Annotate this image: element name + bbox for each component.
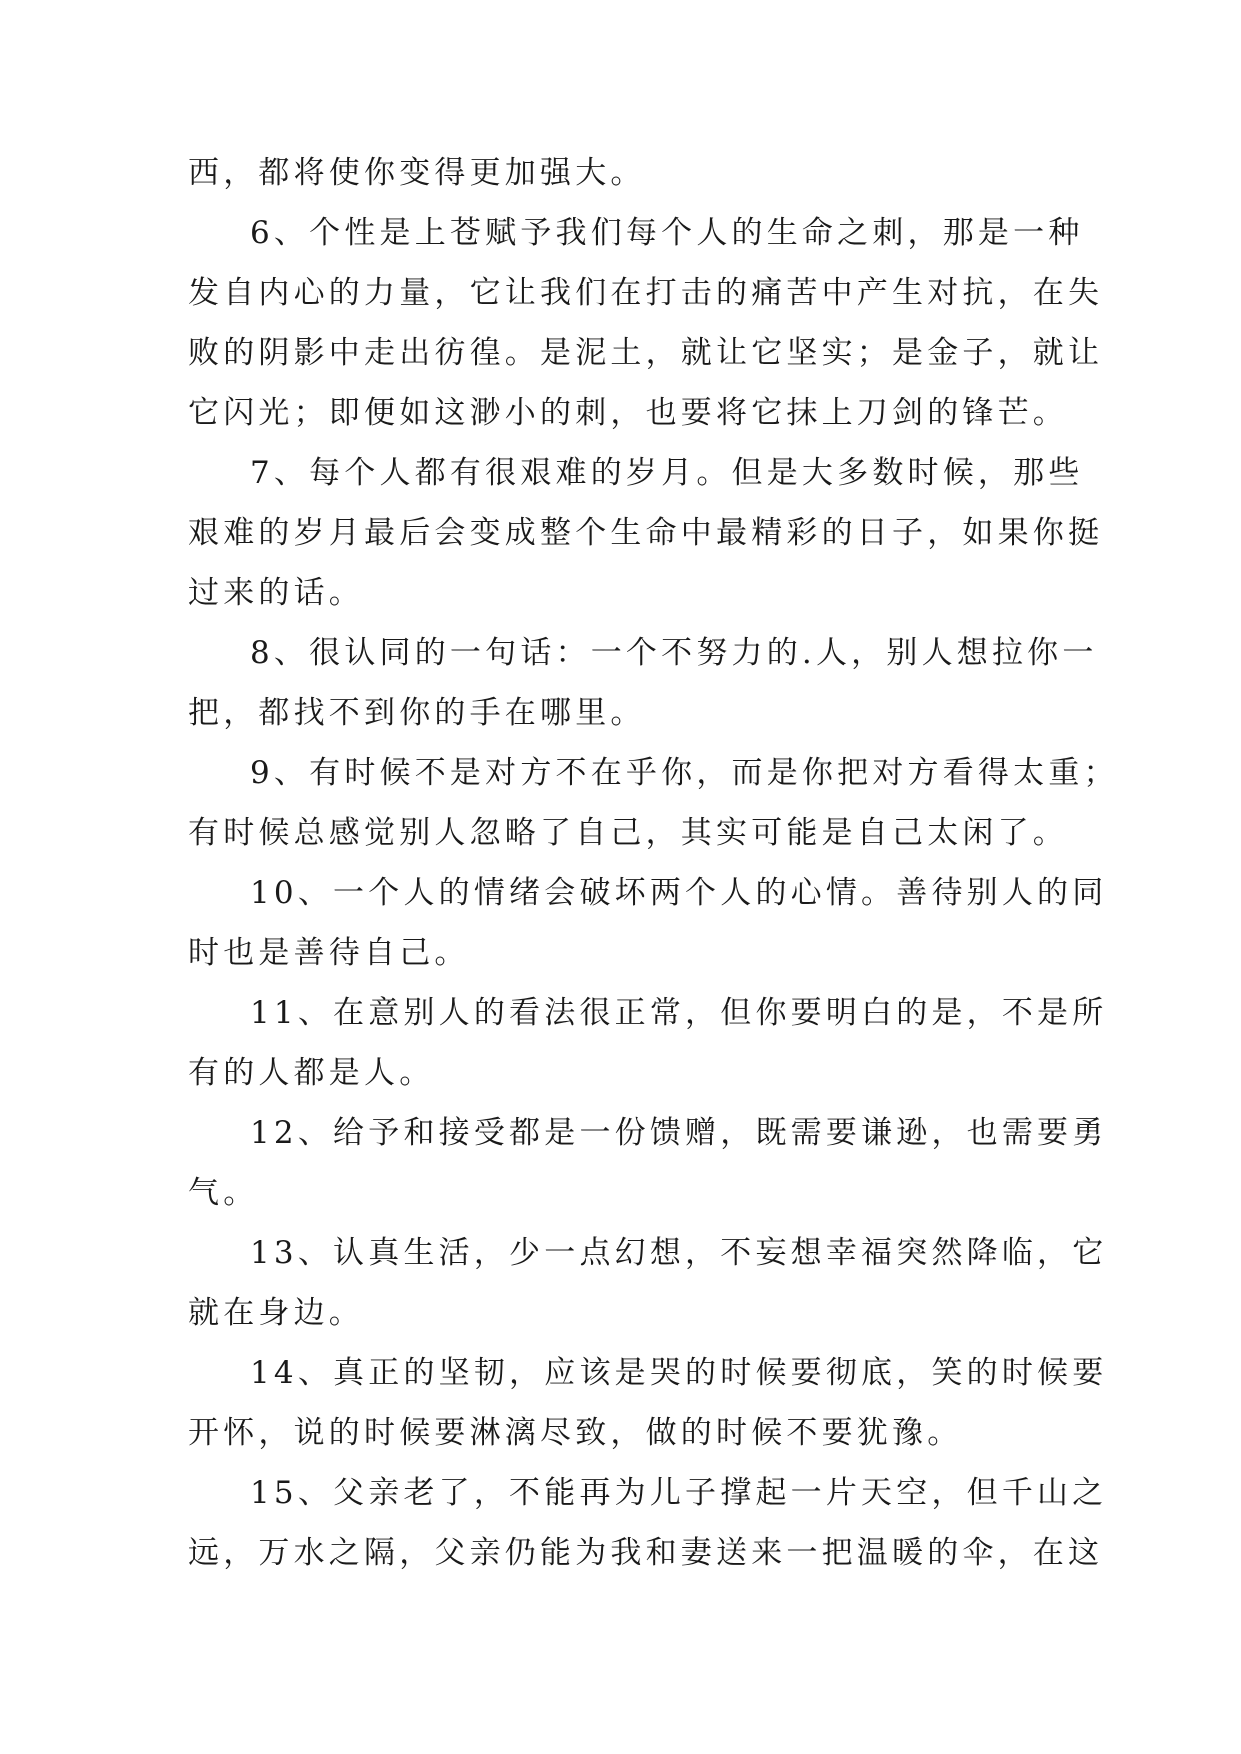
text-line: 它闪光；即便如这渺小的刺，也要将它抹上刀剑的锋芒。 [188, 395, 1068, 431]
text-line: 9、有时候不是对方不在乎你，而是你把对方看得太重； [250, 755, 1119, 791]
text-line: 6、个性是上苍赋予我们每个人的生命之刺，那是一种 [250, 215, 1084, 251]
text-line: 7、每个人都有很艰难的岁月。但是大多数时候，那些 [250, 455, 1084, 491]
text-line: 13、认真生活，少一点幻想，不妄想幸福突然降临，它 [250, 1235, 1108, 1271]
text-line: 就在身边。 [188, 1295, 364, 1331]
text-line: 11、在意别人的看法很正常，但你要明白的是，不是所 [250, 995, 1108, 1031]
text-line: 12、给予和接受都是一份馈赠，既需要谦逊，也需要勇 [250, 1115, 1108, 1151]
document-body [188, 155, 1119, 1572]
text-line: 开怀，说的时候要淋漓尽致，做的时候不要犹豫。 [188, 1415, 963, 1451]
text-line: 把，都找不到你的手在哪里。 [188, 695, 646, 731]
text-line: 时也是善待自己。 [188, 935, 470, 971]
text-line: 15、父亲老了，不能再为儿子撑起一片天空，但千山之 [250, 1475, 1108, 1511]
text-line: 10、一个人的情绪会破坏两个人的心情。善待别人的同 [250, 875, 1108, 911]
text-line: 8、很认同的一句话：一个不努力的.人，别人想拉你一 [250, 635, 1098, 671]
text-line: 14、真正的坚韧，应该是哭的时候要彻底，笑的时候要 [250, 1355, 1108, 1391]
text-line: 过来的话。 [188, 575, 364, 611]
text-line: 艰难的岁月最后会变成整个生命中最精彩的日子，如果你挺 [188, 515, 1104, 551]
text-line: 有的人都是人。 [188, 1055, 435, 1091]
text-line: 败的阴影中走出彷徨。是泥土，就让它坚实；是金子，就让 [188, 335, 1104, 371]
text-line: 有时候总感觉别人忽略了自己，其实可能是自己太闲了。 [188, 815, 1068, 851]
text-line: 气。 [188, 1175, 259, 1211]
text-line: 发自内心的力量，它让我们在打击的痛苦中产生对抗，在失 [188, 275, 1104, 311]
text-line: 远，万水之隔，父亲仍能为我和妻送来一把温暖的伞，在这 [188, 1535, 1104, 1571]
text-line: 西，都将使你变得更加强大。 [188, 155, 646, 191]
